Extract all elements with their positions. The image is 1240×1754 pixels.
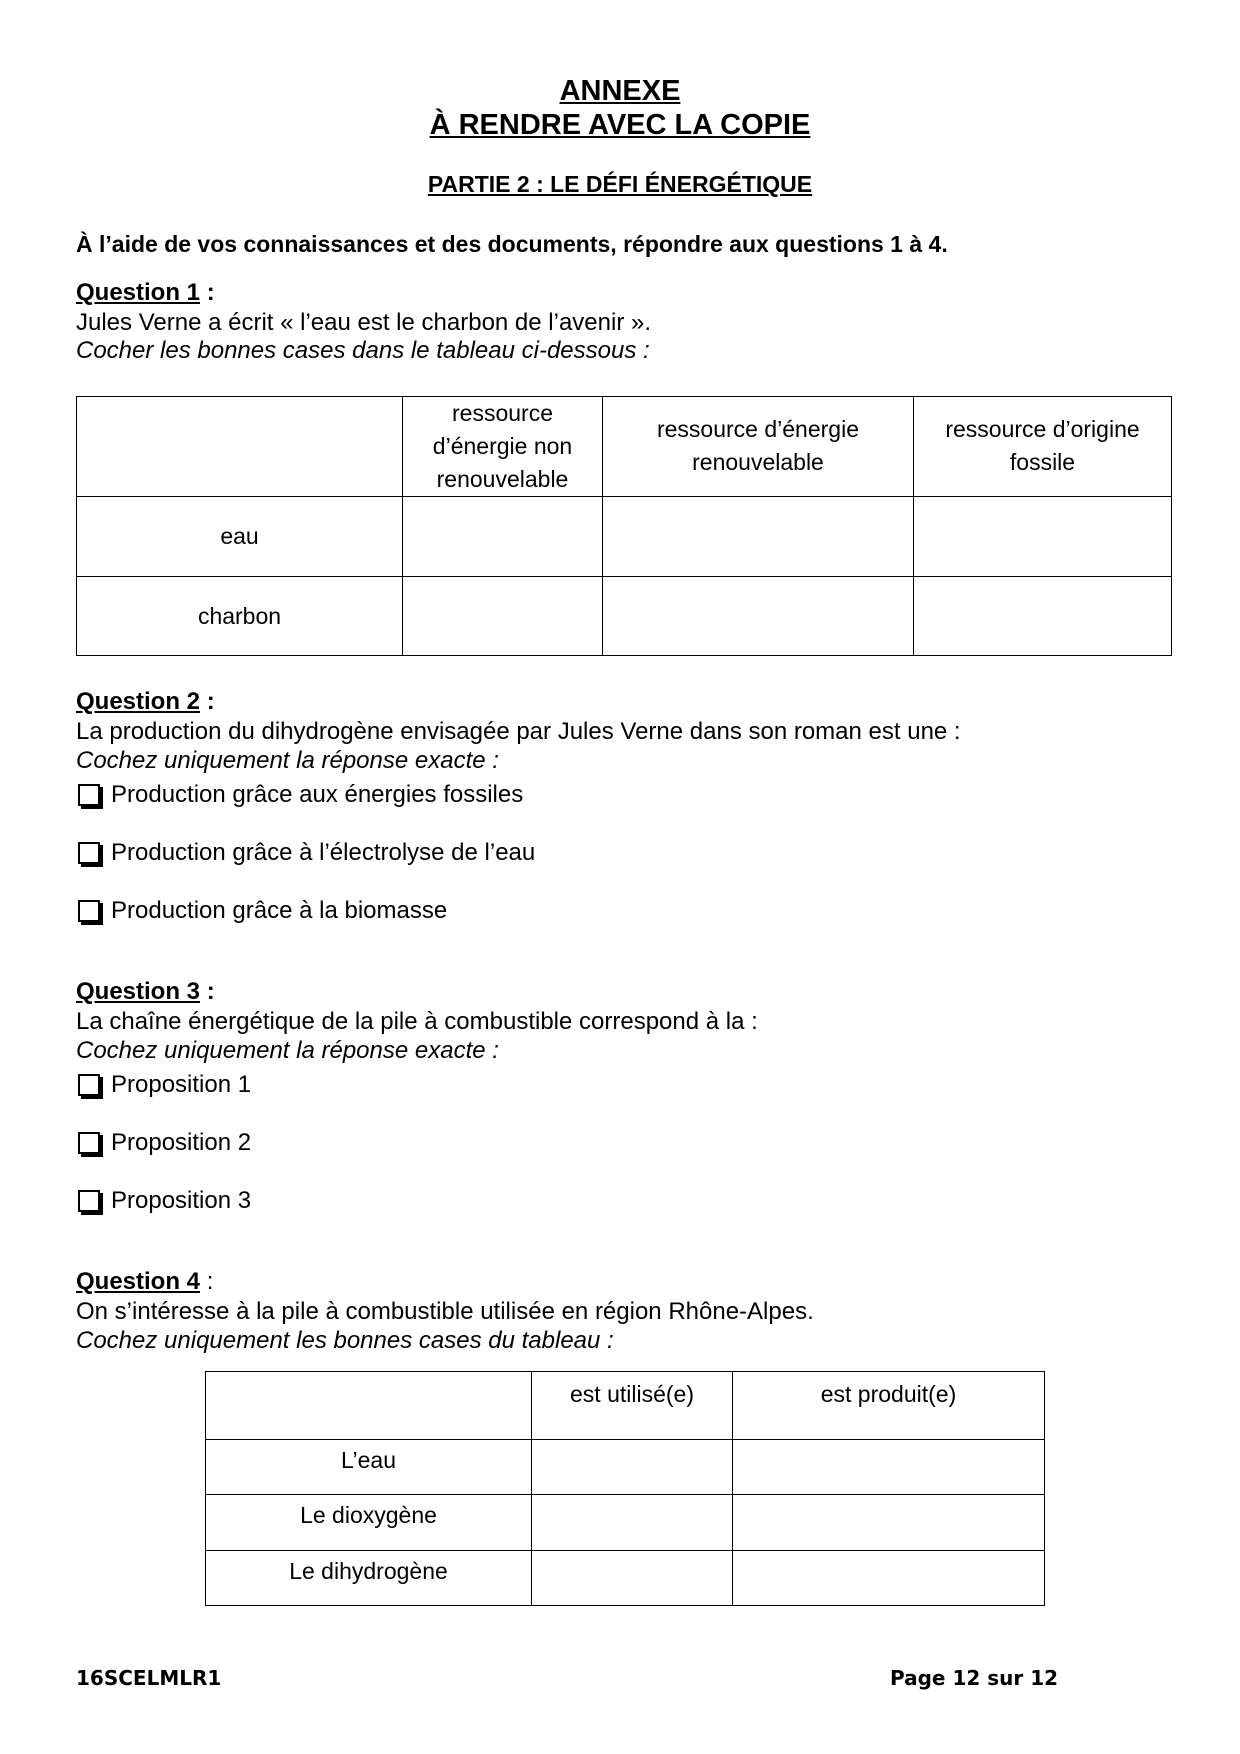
part-title: PARTIE 2 : LE DÉFI ÉNERGÉTIQUE <box>427 171 813 197</box>
answer-cell[interactable] <box>733 1495 1045 1551</box>
checkbox[interactable] <box>78 1074 100 1096</box>
checkbox[interactable] <box>78 842 100 864</box>
table-row <box>77 497 1172 577</box>
answer-cell[interactable] <box>914 497 1172 577</box>
answer-cell[interactable] <box>403 577 603 656</box>
table-header-cell <box>77 397 403 497</box>
table-row <box>206 1440 1045 1495</box>
question-3-label: Question 3 <box>76 978 201 1005</box>
q3-option-1[interactable]: Proposition 1 <box>78 1069 251 1101</box>
checkbox[interactable] <box>78 900 100 922</box>
document-code: 16SCELMLR1 <box>76 1666 222 1690</box>
question-1-heading: Question 1 : <box>76 279 215 306</box>
question-4-label: Question 4 <box>76 1268 201 1295</box>
table-header-cell: ressource d’énergie non renouvelable <box>403 397 603 497</box>
table-row <box>77 577 1172 656</box>
answer-cell[interactable] <box>914 577 1172 656</box>
question-3-text: La chaîne énergétique de la pile à combustible correspond à la : <box>76 1008 758 1035</box>
question-4-table <box>205 1371 1045 1606</box>
answer-cell[interactable] <box>733 1551 1045 1606</box>
table-header-cell: est utilisé(e) <box>532 1372 733 1440</box>
q3-option-3[interactable]: Proposition 3 <box>78 1185 251 1217</box>
table-header-row <box>206 1372 1045 1440</box>
table-row <box>206 1551 1045 1606</box>
question-2-label: Question 2 <box>76 688 201 715</box>
question-1-label: Question 1 <box>76 279 201 306</box>
row-label-dioxygene: Le dioxygène <box>206 1495 532 1551</box>
question-2-instruction: Cochez uniquement la réponse exacte : <box>76 747 499 774</box>
annexe-subtitle: À RENDRE AVEC LA COPIE <box>429 109 811 141</box>
answer-cell[interactable] <box>733 1440 1045 1495</box>
question-3-heading: Question 3 : <box>76 978 215 1005</box>
table-header-cell: ressource d’énergie renouvelable <box>603 397 914 497</box>
question-3-instruction: Cochez uniquement la réponse exacte : <box>76 1037 499 1064</box>
question-4-text: On s’intéresse à la pile à combustible utilisée en région Rhône-Alpes. <box>76 1298 814 1325</box>
question-1-table <box>76 396 1172 656</box>
row-label-eau: L’eau <box>206 1440 532 1495</box>
answer-cell[interactable] <box>403 497 603 577</box>
page-number: Page 12 sur 12 <box>890 1666 1059 1690</box>
question-4-instruction: Cochez uniquement les bonnes cases du tableau : <box>76 1327 614 1354</box>
question-1-instruction: Cocher les bonnes cases dans le tableau ci-dessous : <box>76 337 650 364</box>
checkbox[interactable] <box>78 1190 100 1212</box>
answer-cell[interactable] <box>532 1551 733 1606</box>
question-2-text: La production du dihydrogène envisagée par Jules Verne dans son roman est une : <box>76 718 961 745</box>
table-header-row <box>77 397 1172 497</box>
checkbox[interactable] <box>78 784 100 806</box>
intro-instruction: À l’aide de vos connaissances et des documents, répondre aux questions 1 à 4. <box>76 231 948 257</box>
q3-option-2[interactable]: Proposition 2 <box>78 1127 251 1159</box>
checkbox[interactable] <box>78 1132 100 1154</box>
row-label-dihydrogene: Le dihydrogène <box>206 1551 532 1606</box>
table-header-cell <box>206 1372 532 1440</box>
annexe-title: ANNEXE <box>559 75 681 107</box>
q2-option-1[interactable]: Production grâce aux énergies fossiles <box>78 779 523 811</box>
question-4-heading: Question 4 : <box>76 1268 214 1295</box>
answer-cell[interactable] <box>603 497 914 577</box>
q2-option-3[interactable]: Production grâce à la biomasse <box>78 895 447 927</box>
table-header-cell: ressource d’origine fossile <box>914 397 1172 497</box>
answer-cell[interactable] <box>532 1440 733 1495</box>
answer-cell[interactable] <box>603 577 914 656</box>
row-label-charbon: charbon <box>77 577 403 656</box>
question-2-heading: Question 2 : <box>76 688 215 715</box>
row-label-eau: eau <box>77 497 403 577</box>
q2-option-2[interactable]: Production grâce à l’électrolyse de l’eau <box>78 837 535 869</box>
table-row <box>206 1495 1045 1551</box>
question-1-text: Jules Verne a écrit « l’eau est le charbon de l’avenir ». <box>76 309 652 336</box>
answer-cell[interactable] <box>532 1495 733 1551</box>
table-header-cell: est produit(e) <box>733 1372 1045 1440</box>
